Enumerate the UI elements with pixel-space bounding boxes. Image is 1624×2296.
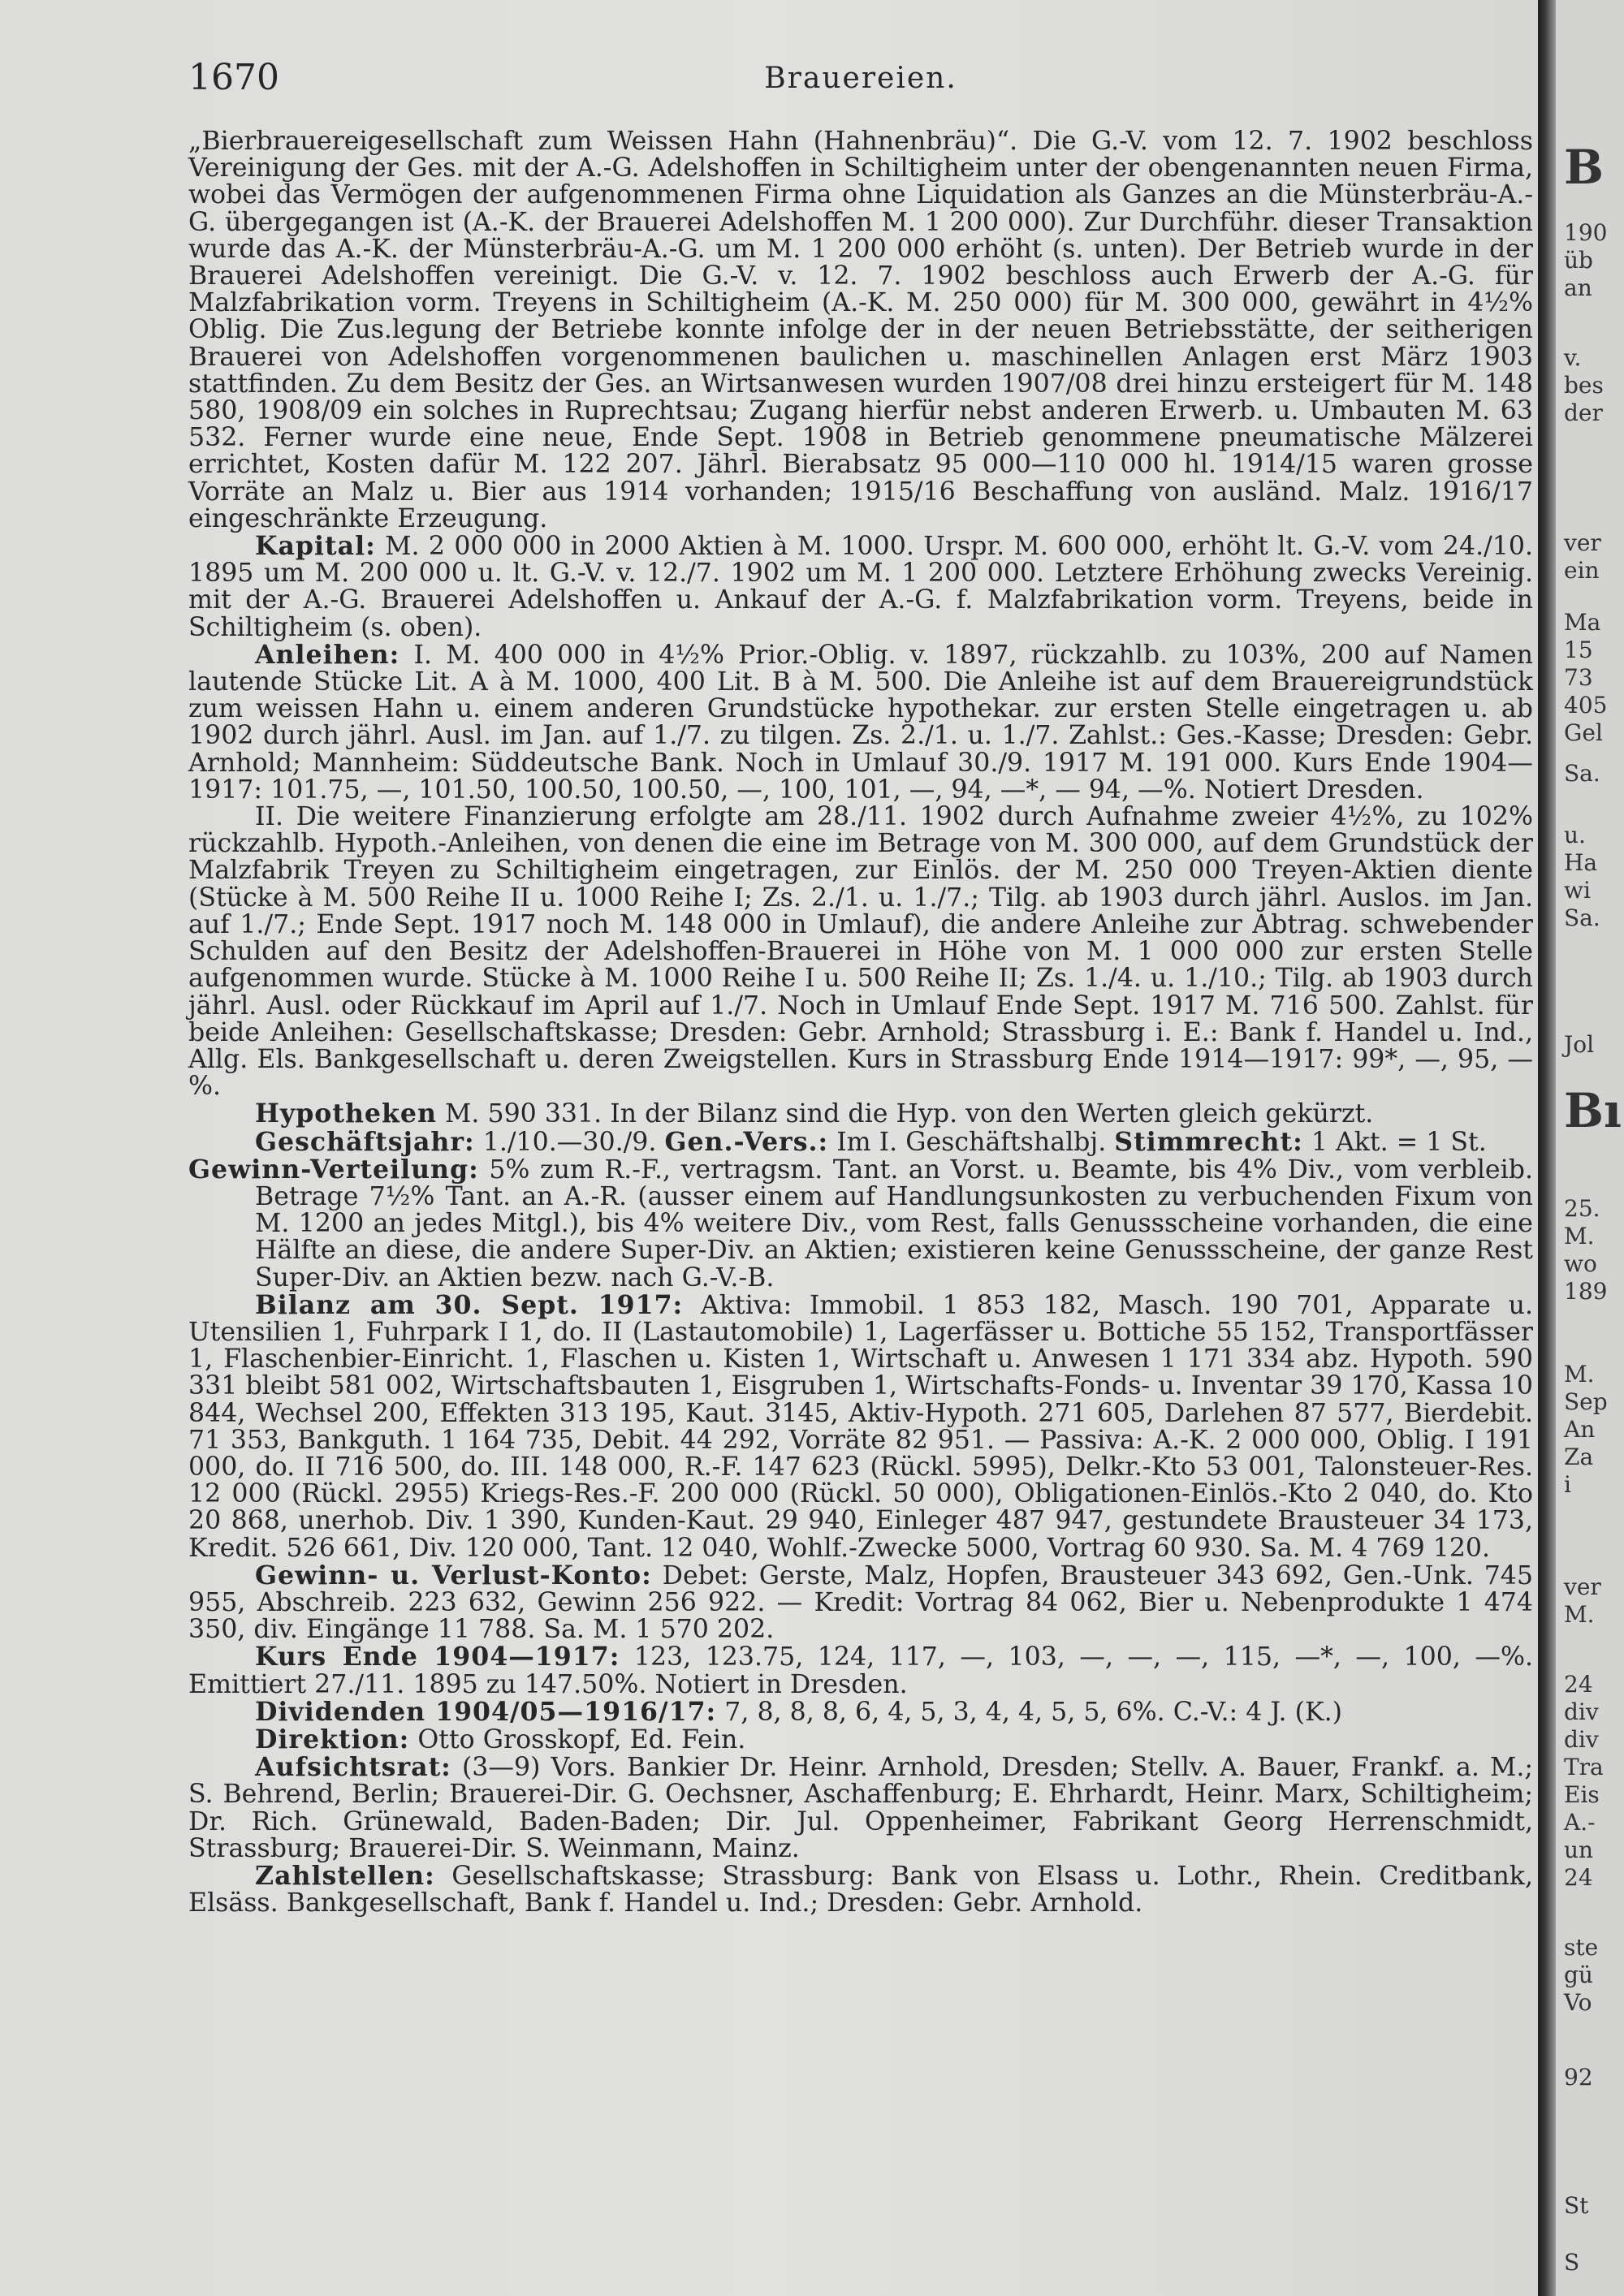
- adjacent-fragment: bes: [1564, 372, 1604, 399]
- adjacent-fragment: gü: [1564, 1962, 1593, 1988]
- page-number: 1670: [188, 57, 279, 98]
- direktion-section: [188, 1726, 1533, 1754]
- adjacent-fragment: Ma: [1564, 609, 1601, 636]
- adjacent-fragment: M.: [1564, 1361, 1595, 1388]
- kapital-label: Kapital:: [255, 531, 376, 562]
- adjacent-fragment: Gel: [1564, 719, 1603, 746]
- adjacent-fragment: Sa.: [1564, 904, 1600, 931]
- adjacent-fragment: A.-: [1564, 1809, 1596, 1836]
- adjacent-fragment: v.: [1564, 344, 1582, 371]
- adjacent-fragment: ver: [1564, 1573, 1601, 1600]
- anleihen-label: Anleihen:: [255, 639, 400, 670]
- aufsichtsrat-label: Aufsichtsrat:: [255, 1752, 451, 1783]
- dividenden-label: Dividenden 1904/05—1916/17:: [255, 1696, 717, 1727]
- gewinn-verteilung-label: Gewinn-Verteilung:: [188, 1154, 479, 1185]
- company-history-paragraph: „Bierbrauereigesellschaft zum Weissen Hahn (Hahnenbräu)“. Die G.-V. vom 12. 7. 1902 beschloss Vereinigung der Ges. mit der A.-G. Adelshoffen in Schiltigheim unter der obengenannten neuen Firma, wobei das Vermögen der aufgenommenen Firma ohne Liquidation als Ganzes an die Münsterbräu-A.-G. übergegangen ist (A.-K. der Brauerei Adelshoffen M. 1 200 000). Zur Durchführ. dieser Transaktion wurde das A.-K. der Münsterbräu-A.-G. um M. 1 200 000 erhöht (s. unten). Der Betrieb wurde in der Brauerei Adelshoffen vereinigt. Die G.-V. v. 12. 7. 1902 beschloss auch Erwerb der A.-G. für Malzfabrikation vorm. Treyens in Schiltigheim (A.-K. M. 250 000) für M. 300 000, gewährt in 4½% Oblig. Die Zus.legung der Betriebe konnte infolge der in der neuen Betriebsstätte, der seitherigen Brauerei von Adelshoffen vorgenommenen baulichen u. maschinellen Anlagen erst März 1903 stattfinden. Zu dem Besitz der Ges. an Wirtsanwesen wurden 1907/08 drei hinzu ersteigert für M. 148 580, 1908/09 ein solches in Ruprechtsau; Zugang hierfür nebst anderen Erwerb. u. Umbauten M. 63 532. Ferner wurde eine neue, Ende Sept. 1908 in Betrieb genommene pneumatische Mälzerei errichtet, Kosten dafür M. 122 207. Jährl. Bierabsatz 95 000—110 000 hl. 1914/15 waren grosse Vorräte an Malz u. Bier aus 1914 vorhanden; 1915/16 Beschaffung von ausländ. Malz. 1916/17 eingeschränkte Erzeugung.: [188, 127, 1533, 533]
- stimmrecht-label: Stimmrecht:: [1114, 1126, 1303, 1157]
- bilanz-section: [188, 1289, 1533, 1563]
- aufsichtsrat-text: (3—9) Vors. Bankier Dr. Heinr. Arnhold, Dresden; Stellv. A. Bauer, Frankf. a. M.; S. Behrend, Berlin; Brauerei-Dir. G. Oechsner, Aschaffenburg; E. Ehrhardt, Heinr. Marx, Schiltigheim; Dr. Rich. Grünewald, Baden-Baden; Dir. Jul. Oppenheimer, Fabrikant Georg Herrenschmidt, Strassburg; Brauerei-Dir. S. Weinmann, Mainz.: [188, 1753, 1534, 1863]
- dividenden-section: [188, 1698, 1533, 1726]
- adjacent-fragment: Sep: [1564, 1388, 1608, 1415]
- adjacent-fragment: 405: [1564, 692, 1608, 719]
- geschaeftsjahr-label: Geschäftsjahr:: [255, 1126, 475, 1157]
- adjacent-fragment: Vo: [1564, 1989, 1592, 2016]
- adjacent-fragment: Bı: [1564, 1083, 1622, 1138]
- gewinn-verlust-section: [188, 1562, 1533, 1644]
- adjacent-fragment: 24: [1564, 1671, 1593, 1698]
- adjacent-fragment: 189: [1564, 1278, 1608, 1305]
- adjacent-fragment: Tra: [1564, 1754, 1604, 1780]
- bilanz-text: Aktiva: Immobil. 1 853 182, Masch. 190 701, Apparate u. Utensilien 1, Fuhrpark I 1, do. II (Lastautomobile) 1, Lagerfässer u. Bottiche 55 152, Transportfässer 1, Flaschenbier-Einricht. 1, Flaschen u. Kisten 1, Wirtschaft u. Anwesen 1 171 334 abz. Hypoth. 590 331 bleibt 581 002, Wirtschaftsbauten 1, Eisgruben 1, Wirtschafts-Fonds- u. Inventar 39 170, Kassa 10 844, Wechsel 200, Effekten 313 195, Kaut. 3145, Aktiv-Hypoth. 271 605, Darlehen 87 577, Bierdebit. 71 353, Bankguth. 1 164 735, Debit. 44 292, Vorräte 82 951. — Passiva: A.-K. 2 000 000, Oblig. I 191 000, do. II 716 500, do. III. 148 000, R.-F. 147 623 (Rückl. 5995), Delkr.-Kto 53 001, Talonsteuer-Res. 12 000 (Rückl. 2955) Kriegs-Res.-F. 200 000 (Rückl. 50 000), Obligationen-Einlös.-Kto 2 040, do. Kto 20 868, unerhob. Div. 1 390, Kunden-Kaut. 29 940, Einleger 487 947, gestundete Brausteuer 34 173, Kredit. 526 661, Div. 120 000, Tant. 12 040, Wohlf.-Zwecke 5000, Vortrag 60 930. Sa. M. 4 769 120.: [188, 1290, 1533, 1563]
- anleihen-section: [188, 641, 1533, 804]
- hypotheken-section: [188, 1100, 1533, 1128]
- adjacent-fragment: Za: [1564, 1444, 1594, 1470]
- running-title: Brauereien.: [764, 62, 957, 95]
- adjacent-fragment: 24: [1564, 1864, 1593, 1891]
- adjacent-fragment: un: [1564, 1836, 1594, 1863]
- aufsichtsrat-section: [188, 1754, 1533, 1862]
- adjacent-fragment: u.: [1564, 822, 1586, 848]
- zahlstellen-label: Zahlstellen:: [255, 1861, 435, 1891]
- zahlstellen-text: Gesellschaftskasse; Strassburg: Bank von Elsass u. Lothr., Rhein. Creditbank, Elsäss. Bankgesellschaft, Bank f. Handel u. Ind.; Dresden: Gebr. Arnhold.: [188, 1862, 1533, 1918]
- company-entry: [188, 128, 1533, 1917]
- kurs-section: [188, 1643, 1533, 1698]
- adjacent-fragment: Jol: [1564, 1031, 1595, 1058]
- gewinn-verteilung-section: [188, 1156, 1533, 1292]
- zahlstellen-section: [188, 1862, 1533, 1917]
- gewinn-verlust-label: Gewinn- u. Verlust-Konto:: [255, 1560, 652, 1590]
- kurs-text: 123, 123.75, 124, 117, —, 103, —, —, —, 115, —*, —, 100, —%. Emittiert 27./11. 1895 zu 147.50%. Notiert in Dresden.: [188, 1642, 1534, 1699]
- adjacent-fragment: St: [1564, 2192, 1589, 2219]
- adjacent-fragment: an: [1564, 274, 1592, 301]
- gen-vers-text: Im I. Geschäftshalbj.: [836, 1127, 1107, 1157]
- hypotheken-label: Hypotheken: [255, 1098, 437, 1129]
- page-header: [188, 57, 1533, 106]
- adjacent-fragment: M.: [1564, 1223, 1595, 1249]
- gewinn-verteilung-text: 5% zum R.-F., vertragsm. Tant. an Vorst. u. Beamte, bis 4% Div., vom verbleib. Betrage 7½% Tant. an A.-R. (ausser einem auf Handlungsunkosten zu verbuchenden Fixum von M. 1200 an jedes Mitgl.), bis 4% weitere Div., vom Rest, falls Genussscheine vorhanden, die eine Hälfte an diese, die andere Super-Div. an Aktien; existieren keine Genussscheine, der ganze Rest Super-Div. an Aktien bezw. nach G.-V.-B.: [255, 1154, 1533, 1293]
- direktion-text: Otto Grosskopf, Ed. Fein.: [417, 1724, 746, 1754]
- adjacent-fragment: i: [1564, 1471, 1571, 1498]
- kurs-label: Kurs Ende 1904—1917:: [255, 1642, 620, 1672]
- adjacent-fragment: B: [1564, 140, 1605, 195]
- adjacent-fragment: ein: [1564, 557, 1600, 584]
- adjacent-fragment: ste: [1564, 1934, 1599, 1961]
- adjacent-fragment: ver: [1564, 529, 1601, 556]
- adjacent-fragment: Ha: [1564, 849, 1598, 876]
- book-gutter: [1538, 0, 1556, 2296]
- stimmrecht-text: 1 Akt. = 1 St.: [1311, 1127, 1487, 1157]
- adjacent-fragment: 190: [1564, 219, 1608, 246]
- anleihen-2-section: II. Die weitere Finanzierung erfolgte am 28./11. 1902 durch Aufnahme zweier 4½%, zu 102% rückzahlb. Hypoth.-Anleihen, von denen die eine im Betrage von M. 300 000, auf dem Grundstück der Malzfabrik Treyen zu Schiltigheim eingetragen, zur Einlös. der M. 250 000 Treyen-Aktien diente (Stücke à M. 500 Reihe II u. 1000 Reihe I; Zs. 2./1. u. 1./7.; Tilg. ab 1903 durch jährl. Auslos. im Jan. auf 1./7.; Ende Sept. 1917 noch M. 148 000 in Umlauf), die andere Anleihe zur Abtrag. schwebender Schulden auf den Besitz der Adelshoffen-Brauerei in Höhe von M. 1 000 000 zur ersten Stelle aufgenommen wurde. Stücke à M. 1000 Reihe I u. 500 Reihe II; Zs. 1./4. u. 1./10.; Tilg. ab 1903 durch jährl. Ausl. oder Rückkauf im April auf 1./7. Noch in Umlauf Ende Sept. 1917 M. 716 500. Zahlst. für beide Anleihen: Gesellschaftskasse; Dresden: Gebr. Arnhold; Strassburg i. E.: Bank f. Handel u. Ind., Allg. Els. Bankgesellschaft u. deren Zweigstellen. Kurs in Strassburg Ende 1914—1917: 99*, —, 95, —%.: [188, 802, 1533, 1102]
- adjacent-fragment: wo: [1564, 1250, 1597, 1277]
- adjacent-fragment: Sa.: [1564, 760, 1600, 787]
- direktion-label: Direktion:: [255, 1724, 410, 1754]
- adjacent-fragment: Eis: [1564, 1781, 1600, 1808]
- adjacent-fragment: div: [1564, 1726, 1599, 1753]
- adjacent-fragment: wi: [1564, 877, 1591, 904]
- kapital-section: [188, 533, 1533, 641]
- geschaeftsjahr-section: [188, 1126, 1533, 1157]
- anleihen-1-text: I. M. 400 000 in 4½% Prior.-Oblig. v. 1897, rückzahlb. zu 103%, 200 auf Namen lautende Stücke Lit. A à M. 1000, 400 Lit. B à M. 500. Die Anleihe ist auf dem Brauereigrundstück zum weissen Hahn u. einem anderen Grundstücke hypothekar. zur ersten Stelle eingetragen u. ab 1902 durch jährl. Ausl. im Jan. auf 1./7. zu tilgen. Zs. 2./1. u. 1./7. Zahlst.: Ges.-Kasse; Dresden: Gebr. Arnhold; Mannheim: Süddeutsche Bank. Noch in Umlauf 30./9. 1917 M. 191 000. Kurs Ende 1904—1917: 101.75, —, 101.50, 100.50, 100.50, —, 100, 101, —, 94, —*, — 94, —%. Notiert Dresden.: [188, 640, 1533, 805]
- adjacent-fragment: An: [1564, 1416, 1596, 1443]
- geschaeftsjahr-text: 1./10.—30./9.: [482, 1127, 657, 1157]
- adjacent-fragment: div: [1564, 1698, 1599, 1725]
- adjacent-fragment: 73: [1564, 664, 1593, 691]
- adjacent-fragment: der: [1564, 399, 1603, 426]
- adjacent-fragment: 25.: [1564, 1195, 1600, 1222]
- adjacent-fragment: M.: [1564, 1601, 1595, 1628]
- adjacent-fragment: üb: [1564, 247, 1593, 274]
- bilanz-label: Bilanz am 30. Sept. 1917:: [255, 1289, 684, 1320]
- hypotheken-text: M. 590 331. In der Bilanz sind die Hyp. von den Werten gleich gekürzt.: [445, 1099, 1374, 1129]
- adjacent-fragment: 15: [1564, 637, 1593, 663]
- kapital-text: M. 2 000 000 in 2000 Aktien à M. 1000. Urspr. M. 600 000, erhöht lt. G.-V. vom 24./10. 1895 um M. 200 000 u. lt. G.-V. v. 12./7. 1902 um M. 1 200 000. Letztere Erhöhung zwecks Vereinig. mit der A.-G. Brauerei Adelshoffen u. Ankauf der A.-G. f. Malzfabrikation vorm. Treyens, beide in Schiltigheim (s. oben).: [188, 532, 1534, 642]
- dividenden-text: 7, 8, 8, 8, 6, 4, 5, 3, 4, 4, 5, 5, 6%. C.-V.: 4 J. (K.): [724, 1697, 1342, 1727]
- gen-vers-label: Gen.-Vers.:: [664, 1126, 829, 1157]
- adjacent-fragment: S: [1564, 2249, 1580, 2276]
- gewinn-verlust-text: Debet: Gerste, Malz, Hopfen, Brausteuer 343 692, Gen.-Unk. 745 955, Abschreib. 223 632, Gewinn 256 922. — Kredit: Vortrag 84 062, Bier u. Nebenprodukte 1 474 350, div. Eingänge 11 788. Sa. M. 1 570 202.: [188, 1560, 1534, 1645]
- adjacent-page-edge: [1556, 0, 1624, 2296]
- adjacent-fragment: 92: [1564, 2064, 1593, 2091]
